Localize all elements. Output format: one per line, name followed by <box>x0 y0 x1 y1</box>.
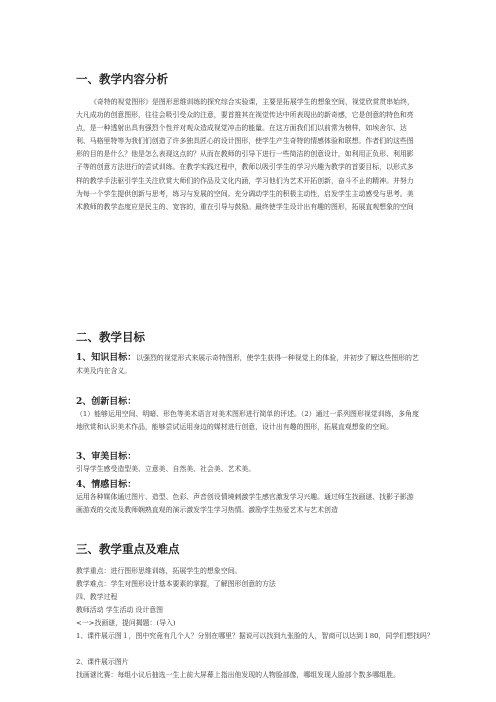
item-2: 2、课件展示图片 <box>76 658 129 666</box>
goal-knowledge-title: 1、知识目标： <box>76 353 137 363</box>
goal-aesthetic-title: 3、审美目标： <box>76 452 137 462</box>
content-analysis-paragraph: 《奇特的视觉图形》是图形思维训练的探究综合实验课，主要是拓展学生的想象空间，视觉欣赏贯串始终，大凡成功的创意图形，往往会吸引受众的注意，要首推其在视觉传达中所表现出的新奇感，它是创意的特色和亮点，是一种透射出具有强烈个性并对观众造成视觉冲击的能量。在这方面我们们以前常为榜样，如埃舍尔、达利、马格里特等为我们们创造了许多独具匠心的设计图形，使学生产生奇特的情感体验和联想。作者们的这些图形的目的是什么？他是怎么表现这点的？从而在教师的引导下进行一些简洁的创意设计，如利用正负形、利用影子等的创意方法进行的尝试训练。在教学实践过程中，教师以吸引学生的学习兴趣为教学的首要目标，以形式多样的教学手法驱引学生关注欣赏大师们的作品及文化内涵，学习他们为艺术开拓创新，奋斗不止的精神。并努力为每一个学生提供创新与思考，练习与发展的空间。充分调动学生的积极主动性，启发学生主动感受与思考。美术教师的教学态度应是民主的、宽容的，重在引导与鼓励。最终使学生设计出有趣的图形，拓展直观想象的空间 <box>76 98 414 211</box>
item-1: 1、课件展示图１，图中究竟有几个人？分别在哪里？据说可以找到九张脸的人，智商可以达到１80，同学们想找吗？ <box>76 632 434 640</box>
goal-knowledge <box>76 352 420 378</box>
goal-innovation-title: 2、创新目标： <box>76 397 137 407</box>
step-1-title: <一>找画谜，提问揭题：(导入) <box>76 619 176 627</box>
goal-knowledge-body: 以强烈的视觉形式来展示奇特图形，使学生获得一种视觉上的体验，并初步了解这些图形的艺术美及内在含义。 <box>76 354 419 376</box>
goal-aesthetic-body: 引导学生感受造型美、立意美、自然美、社会美、艺术美。 <box>76 465 256 473</box>
activities-header: 教师活动 学生活动 设计意图 <box>76 606 164 614</box>
section-title-process: 四、教学过程 <box>76 593 118 601</box>
goal-emotion-title: 4、情感目标： <box>76 480 137 490</box>
section-title-content-analysis: 一、教学内容分析 <box>76 72 168 86</box>
goal-innovation-body: （1）能够运用空间、明暗、形色等美术语言对美术图形进行简单的评述。（2）通过一系列图形视觉训练，多角度地欣赏和认识美术作品，能够尝试运用身边的媒材进行创意，设计出有趣的图形，拓展直观想象的空间。 <box>76 410 419 432</box>
goal-emotion-body: 运用各种媒体通过图片、造型、色彩、声音创设情境刺激学生感官激发学习兴趣。通过师生找画谜、找影子影游画游戏的交流及教师娴熟直观的演示激发学生学习热情。激励学生热爱艺术与艺术创造 <box>76 493 414 515</box>
difficulty: 教学难点：学生对图形设计基本要素的掌握，了解图形创意的方法 <box>76 580 276 588</box>
item-2-body: 找画谜比赛：每组小议后抽选一生上前大屏幕上指出他发现的人物脸部像，哪组发现人脸部个数多哪组胜。 <box>76 671 400 679</box>
key-point: 教学重点：进行图形思维训练，拓展学生的想象空间。 <box>76 567 242 575</box>
section-title-teaching-goals: 二、教学目标 <box>76 330 145 344</box>
section-title-key-points: 三、教学重点及难点 <box>76 542 180 556</box>
